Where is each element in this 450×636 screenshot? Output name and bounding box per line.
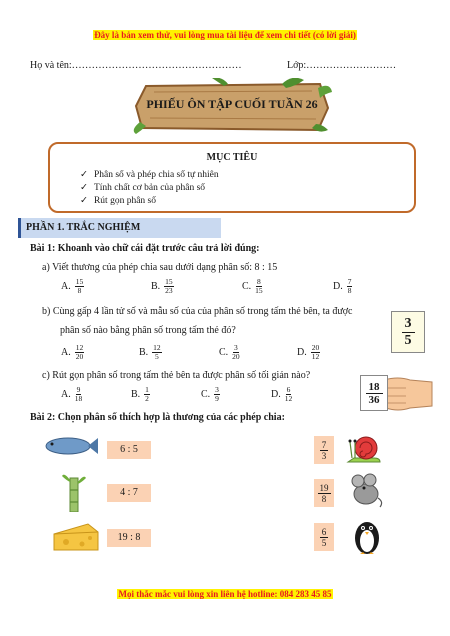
student-name-line: Họ và tên:…………………………………………… — [30, 60, 242, 71]
fish-icon — [44, 434, 98, 458]
goals-title: MỤC TIÊU — [206, 152, 258, 163]
fraction-card-held: 18 36 — [360, 375, 388, 411]
option-b-B[interactable]: B. $\frac{12}{5}$ — [139, 343, 161, 361]
mouse-icon — [344, 472, 384, 508]
division-box[interactable]: 19 : 8 — [107, 529, 151, 547]
fraction-answer-box[interactable]: 19 8 — [314, 479, 334, 507]
section-title: PHẦN 1. TRẮC NGHIỆM — [26, 222, 141, 233]
goal-item: ✓ Rút gọn phân số — [80, 196, 156, 206]
goal-item: ✓ Phân số và phép chia số tự nhiên — [80, 170, 219, 180]
option-b-D[interactable]: D. $\frac{20}{12}$ — [297, 343, 320, 361]
goal-item: ✓ Tính chất cơ bản của phân số — [80, 183, 206, 193]
check-icon: ✓ — [80, 196, 88, 206]
snail-icon — [346, 430, 382, 466]
penguin-icon — [352, 516, 382, 556]
question-b-line2: phân số nào bằng phân số trong tấm thẻ đó? — [60, 325, 236, 336]
exercise-1-title: Bài 1: Khoanh vào chữ cái đặt trước câu trả lời đúng: — [30, 243, 260, 254]
fraction-answer-box[interactable]: 6 5 — [314, 523, 334, 551]
option-a-A[interactable]: A. $\frac{15}{8}$ — [61, 277, 84, 295]
class-line: Lớp:……………………… — [287, 60, 397, 71]
fraction-card: 3 5 — [391, 311, 425, 353]
check-icon: ✓ — [80, 183, 88, 193]
worksheet-title: PHIẾU ÔN TẬP CUỐI TUẦN 26 — [146, 97, 318, 111]
fraction-answer-box[interactable]: 7 3 — [314, 436, 334, 464]
option-b-A[interactable]: A. $\frac{12}{20}$ — [61, 343, 84, 361]
option-a-B[interactable]: B. $\frac{15}{23}$ — [151, 277, 173, 295]
bamboo-icon — [62, 472, 86, 512]
option-c-B[interactable]: B. $\frac{1}{2}$ — [131, 385, 149, 403]
option-a-D[interactable]: D. $\frac{7}{8}$ — [333, 277, 352, 295]
division-box[interactable]: 4 : 7 — [107, 484, 151, 502]
question-c: c) Rút gọn phân số trong tấm thẻ bên ta được phân số tối giản nào? — [42, 370, 311, 381]
option-b-C[interactable]: C. $\frac{3}{20}$ — [219, 343, 240, 361]
preview-notice: Đây là bản xem thử, vui lòng mua tài liệu để xem chi tiết (có lời giải) — [94, 30, 356, 40]
question-a: a) Viết thương của phép chia sau dưới dạng phân số: 8 : 15 — [42, 262, 278, 273]
check-icon: ✓ — [80, 170, 88, 180]
hotline-notice: Mọi thắc mắc vui lòng xin liên hệ hotline: 084 283 45 85 — [118, 589, 332, 599]
option-c-A[interactable]: A. $\frac{9}{18}$ — [61, 385, 83, 403]
division-box[interactable]: 6 : 5 — [107, 441, 151, 459]
option-a-C[interactable]: C. $\frac{8}{15}$ — [242, 277, 263, 295]
cheese-icon — [52, 522, 100, 552]
exercise-2-title: Bài 2: Chọn phân số thích hợp là thương của các phép chia: — [30, 412, 285, 423]
question-b-line1: b) Cùng gấp 4 lần tử số và mẫu số của của phân số trong tấm thẻ bên, ta được — [42, 306, 353, 317]
option-c-D[interactable]: D. $\frac{6}{12}$ — [271, 385, 293, 403]
option-c-C[interactable]: C. $\frac{3}{9}$ — [201, 385, 219, 403]
